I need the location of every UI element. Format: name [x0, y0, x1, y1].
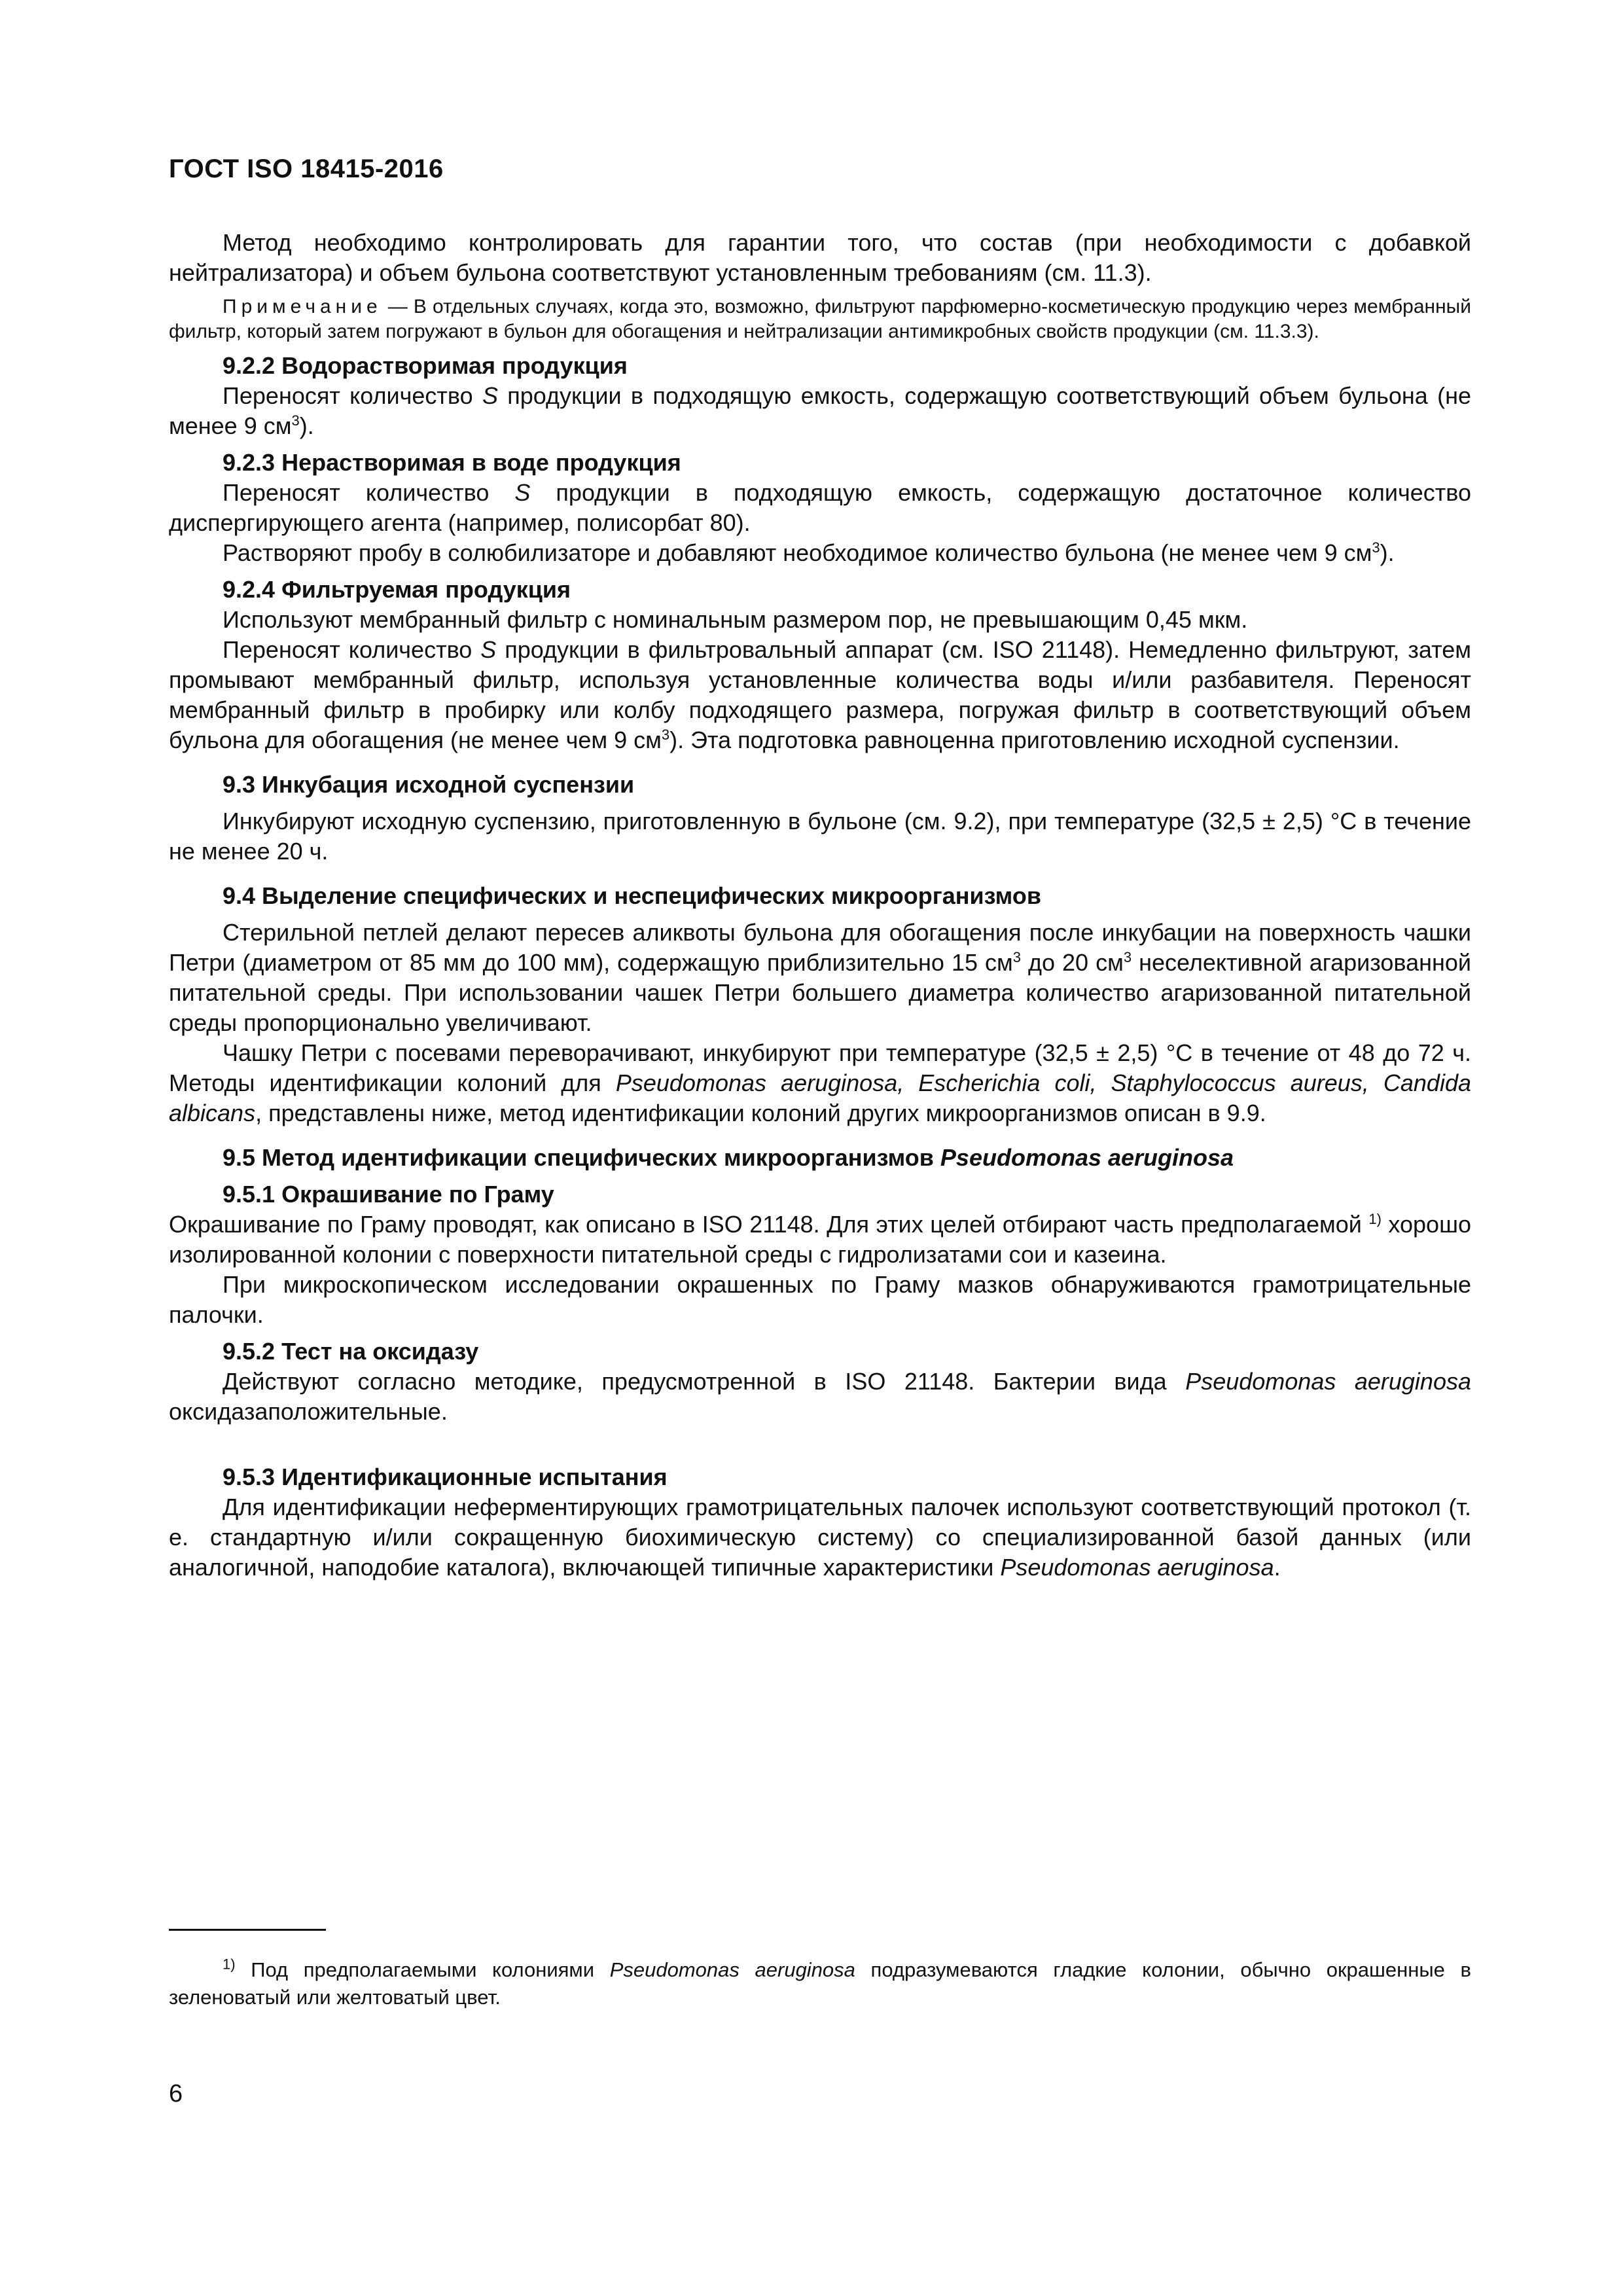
paragraph-9-5-3	[169, 1492, 1471, 1583]
text-run: Чашку Петри с посевами переворачивают, инкубируют при температуре (32,5 ± 2,5) °С в течение от 48 до 72 ч. Методы идентификации колоний для	[169, 1039, 1471, 1096]
text-run: Для идентификации неферментирующих грамотрицательных палочек используют соответствующий протокол (т. е. стандартную и/или сокращенную биохимическую систему) со специализированной базой данных (или аналогичной, наподобие каталога), включающей типичные характеристики	[169, 1494, 1471, 1581]
document-header: ГОСТ ISO 18415-2016	[169, 154, 444, 183]
text-run: , представлены ниже, метод идентификации колоний других микроорганизмов описан в 9.9.	[255, 1100, 1266, 1126]
heading-9-4: 9.4 Выделение специфических и неспецифических микроорганизмов	[223, 882, 1041, 909]
organism-names: Pseudomonas aeruginosa, Escherichia coli, Staphylococcus aureus, Candida albicans	[169, 1069, 1471, 1126]
paragraph-9-4-a	[169, 918, 1471, 1038]
text-run: Стерильной петлей делают пересев аликвоты бульона для обогащения после инкубации на поверхность чашки Петри (диаметром от 85 мм до 100 мм), содержащую приблизительно 15 см	[169, 919, 1471, 976]
paragraph-9-2-2	[169, 381, 1471, 441]
text-run: .	[1274, 1554, 1281, 1581]
variable-s: S	[514, 479, 531, 506]
text-run: Переносят количество	[223, 382, 482, 409]
text-run: Переносят количество	[223, 479, 515, 506]
superscript: 3	[1012, 949, 1021, 965]
text-run: ).	[299, 412, 314, 439]
text-run: подразумеваются гладкие колонии, обычно окрашенные в зеленоватый или желтоватый цвет.	[169, 1958, 1471, 2009]
note-paragraph	[169, 295, 1471, 344]
heading-9-5	[169, 1143, 1471, 1173]
heading-9-2-2: 9.2.2 Водорастворимая продукция	[223, 352, 628, 379]
variable-s: S	[480, 636, 497, 663]
footnote-marker: 1)	[223, 1956, 236, 1973]
footnote-divider	[169, 1929, 326, 1931]
paragraph-9-2-4-b	[169, 635, 1471, 755]
heading-9-5-3: 9.5.3 Идентификационные испытания	[223, 1463, 668, 1490]
note-text: — В отдельных случаях, когда это, возможно, фильтруют парфюмерно-косметическую продукцию через мембранный фильтр, который затем погружают в бульон для обогащения и нейтрализации антимикробных свойств продукции (см. 11.3.3).	[169, 296, 1471, 342]
heading-9-2-3: 9.2.3 Нерастворимая в воде продукция	[223, 449, 681, 476]
heading-9-5-1: 9.5.1 Окрашивание по Граму	[223, 1181, 554, 1208]
organism-name: Pseudomonas aeruginosa	[609, 1958, 855, 1981]
heading-9-5-2: 9.5.2 Тест на оксидазу	[223, 1338, 479, 1365]
superscript: 3	[291, 412, 300, 429]
variable-s: S	[482, 382, 498, 409]
text-run: ).	[1380, 539, 1395, 566]
organism-name: Pseudomonas aeruginosa	[940, 1144, 1234, 1171]
text-run: продукции в подходящую емкость, содержащую соответствующий объем бульона (не менее 9 см	[169, 382, 1471, 439]
text-run: Переносят количество	[223, 636, 481, 663]
text-run: Действуют согласно методике, предусмотренной в ISO 21148. Бактерии вида	[223, 1368, 1186, 1395]
paragraph-9-2-4-a: Используют мембранный фильтр с номинальным размером пор, не превышающим 0,45 мкм.	[223, 606, 1248, 633]
text-run: продукции в фильтровальный аппарат (см. ISO 21148). Немедленно фильтруют, затем промывают мембранный фильтр, используя установленные количества воды и/или разбавителя. Переносят мембранный фильтр в пробирку или колбу подходящего размера, погружая фильтр в соответствующий объем бульона для обогащения (не менее чем 9 см	[169, 636, 1471, 753]
footnote	[169, 1956, 1471, 2011]
text-run: неселективной агаризованной питательной среды. При использовании чашек Петри большего диаметра количество агаризованной питательной среды пропорционально увеличивают.	[169, 949, 1472, 1036]
text-run: до 20 см	[1021, 949, 1124, 976]
superscript: 3	[1123, 949, 1132, 965]
heading-9-3: 9.3 Инкубация исходной суспензии	[223, 771, 635, 798]
superscript: 3	[1372, 539, 1380, 556]
paragraph-9-3: Инкубируют исходную суспензию, приготовленную в бульоне (см. 9.2), при температуре (32,5 ± 2,5) °С в течение не менее 20 ч.	[169, 808, 1471, 865]
heading-9-2-4: 9.2.4 Фильтруемая продукция	[223, 576, 571, 603]
text-run: хорошо изолированной колонии с поверхности питательной среды с гидролизатами сои и казеина.	[169, 1211, 1471, 1268]
text-run: оксидазаположительные.	[169, 1398, 448, 1425]
paragraph-9-5-2	[169, 1367, 1471, 1427]
page-number: 6	[169, 2080, 183, 2108]
paragraph-9-5-1-b: При микроскопическом исследовании окрашенных по Граму мазков обнаруживаются грамотрицательные палочки.	[169, 1271, 1471, 1328]
text-run: продукции в подходящую емкость, содержащую достаточное количество диспергирующего агента (например, полисорбат 80).	[169, 479, 1471, 536]
text-run: Растворяют пробу в солюбилизаторе и добавляют необходимое количество бульона (не менее чем 9 см	[223, 539, 1372, 566]
note-label: Примечание	[223, 296, 382, 317]
document-body	[169, 228, 1471, 1583]
superscript: 3	[661, 726, 670, 743]
text-run: Под предполагаемыми колониями	[235, 1958, 610, 1981]
text-run: ). Эта подготовка равноценна приготовлению исходной суспензии.	[669, 726, 1400, 753]
paragraph-9-2-3-a	[169, 478, 1471, 538]
paragraph-control: Метод необходимо контролировать для гарантии того, что состав (при необходимости с добавкой нейтрализатора) и объем бульона соответствуют установленным требованиям (см. 11.3).	[169, 229, 1471, 286]
text-run: Окрашивание по Граму проводят, как описано в ISO 21148. Для этих целей отбирают часть предполагаемой	[169, 1211, 1369, 1238]
paragraph-9-2-3-b	[169, 538, 1471, 568]
organism-name: Pseudomonas aeruginosa	[1185, 1368, 1471, 1395]
organism-name: Pseudomonas aeruginosa	[1000, 1554, 1274, 1581]
text-run: 9.5 Метод идентификации специфических микроорганизмов	[223, 1144, 940, 1171]
paragraph-9-4-b	[169, 1038, 1471, 1128]
footnote-ref: 1)	[1368, 1211, 1382, 1227]
paragraph-9-5-1-a	[169, 1210, 1471, 1270]
